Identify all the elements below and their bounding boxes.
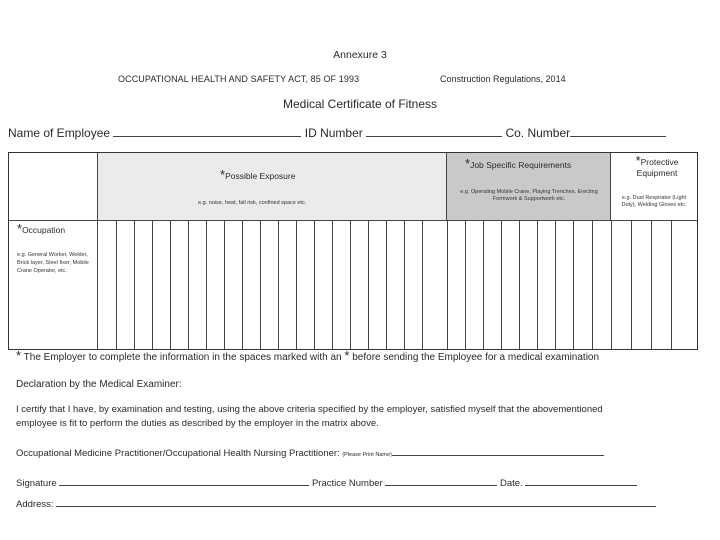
co-number-label: Co. Number: [505, 126, 571, 140]
grid-column-line: [332, 221, 333, 349]
signature-field[interactable]: [59, 475, 309, 486]
grid-column-line: [671, 221, 672, 349]
employee-details-row: [8, 126, 666, 140]
employee-name-label: Name of Employee: [8, 126, 111, 140]
grid-column-line: [501, 221, 502, 349]
grid-column-line: [242, 221, 243, 349]
grid-column-line: [651, 221, 652, 349]
act-title: OCCUPATIONAL HEALTH AND SAFETY ACT, 85 OF 1993: [118, 74, 360, 84]
practice-number-field[interactable]: [385, 475, 497, 486]
possible-exposure-header: [98, 153, 447, 221]
job-specific-example: e.g. Operating Mobile Crane, Playing Trenches, Erecting Formwork & Supportwork etc.: [460, 189, 598, 202]
grid-column-line: [260, 221, 261, 349]
employer-instruction: [16, 348, 600, 363]
occupation-title: Occupation: [22, 225, 66, 235]
grid-column-line: [631, 221, 632, 349]
occupation-example: e.g. General Worker, Welder, Brick layer, Steel fixer, Mobile Crane Operator, etc.: [17, 252, 89, 274]
employer-note-part-a: The Employer to complete the information in the spaces marked with an: [23, 352, 342, 363]
grid-column-line: [170, 221, 171, 349]
asterisk-mark: *: [344, 348, 350, 363]
employee-name-field[interactable]: [113, 126, 301, 137]
grid-column-line: [404, 221, 405, 349]
grid-column-line: [573, 221, 574, 349]
occupation-cell: [9, 221, 98, 349]
signature-label: Signature: [16, 478, 57, 489]
grid-column-line: [422, 221, 423, 349]
signature-row: [16, 475, 637, 489]
id-number-field[interactable]: [366, 126, 502, 137]
practitioner-row: [16, 445, 604, 459]
protective-equipment-example: e.g. Dust Respirator (Light Duty), Welding Gloves etc.: [621, 195, 687, 208]
document-title: Medical Certificate of Fitness: [282, 97, 438, 111]
asterisk-mark: *: [17, 221, 23, 236]
grid-column-line: [555, 221, 556, 349]
practitioner-label: Occupational Medicine Practitioner/Occupational Health Nursing Practitioner:: [16, 448, 340, 459]
grid-column-line: [116, 221, 117, 349]
address-row: [16, 496, 656, 510]
grid-column-line: [611, 221, 612, 349]
grid-column-line: [447, 221, 448, 349]
grid-column-line: [314, 221, 315, 349]
asterisk-mark: *: [635, 153, 641, 168]
grid-column-line: [278, 221, 279, 349]
grid-column-line: [465, 221, 466, 349]
fitness-matrix: [8, 152, 698, 350]
certify-line-2: employee is fit to perform the duties as described by the employer in the matrix above.: [16, 418, 379, 429]
co-number-field[interactable]: [570, 126, 666, 137]
regulations-label: Construction Regulations, 2014: [440, 74, 566, 84]
grid-column-line: [350, 221, 351, 349]
possible-exposure-title: Possible Exposure: [225, 171, 296, 181]
grid-column-line: [368, 221, 369, 349]
grid-column-line: [134, 221, 135, 349]
job-specific-header: [447, 153, 611, 221]
asterisk-mark: *: [465, 156, 471, 171]
grid-column-line: [206, 221, 207, 349]
matrix-corner-cell: [9, 153, 98, 221]
grid-column-line: [483, 221, 484, 349]
grid-column-line: [592, 221, 593, 349]
address-field[interactable]: [56, 496, 656, 507]
declaration-title: Declaration by the Medical Examiner:: [16, 379, 182, 390]
date-label: Date.: [499, 478, 523, 489]
id-number-label: ID Number: [304, 126, 363, 140]
employer-note-part-b: before sending the Employee for a medical examination: [352, 352, 600, 363]
possible-exposure-example: e.g. noise, heat, fall risk, confined space etc.: [198, 200, 307, 206]
grid-column-line: [296, 221, 297, 349]
grid-column-line: [537, 221, 538, 349]
print-name-hint: (Please Print Name): [342, 452, 392, 458]
grid-column-line: [386, 221, 387, 349]
grid-column-line: [519, 221, 520, 349]
grid-column-line: [152, 221, 153, 349]
practice-number-label: Practice Number: [311, 478, 383, 489]
certify-line-1: I certify that I have, by examination and testing, using the above criteria specified by the employer, satisfied myself that the abovementioned: [16, 404, 603, 415]
protective-equipment-header: [611, 153, 697, 221]
grid-column-line: [188, 221, 189, 349]
asterisk-mark: *: [16, 348, 22, 363]
practitioner-name-field[interactable]: [392, 445, 604, 456]
annexure-label: Annexure 3: [333, 49, 387, 61]
date-field[interactable]: [525, 475, 637, 486]
asterisk-mark: *: [220, 167, 226, 182]
job-specific-title: Job Specific Requirements: [470, 160, 572, 170]
address-label: Address:: [16, 499, 54, 510]
grid-column-line: [224, 221, 225, 349]
protective-equipment-title: Protective Equipment: [636, 157, 679, 178]
